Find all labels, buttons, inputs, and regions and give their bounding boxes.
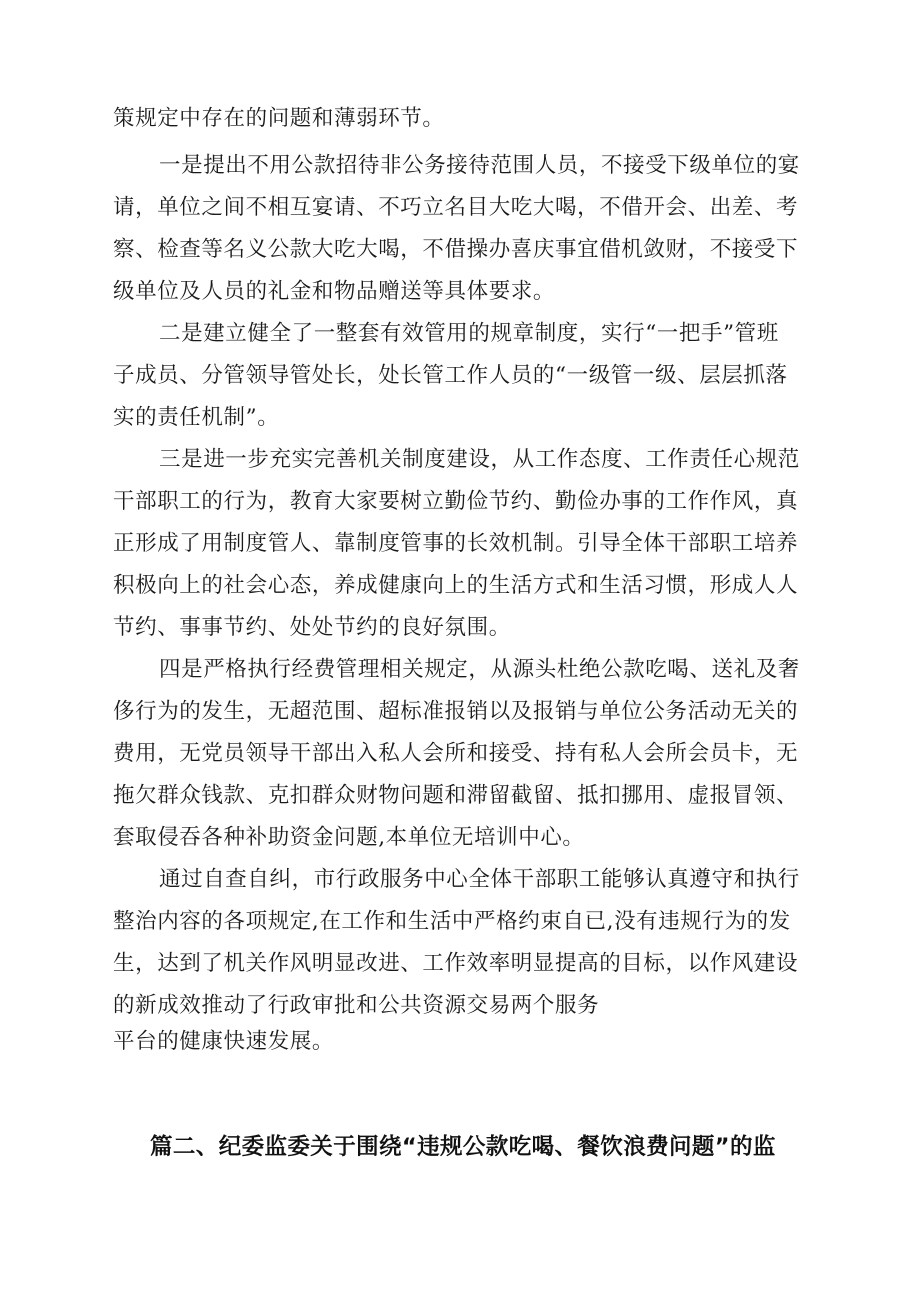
text-line: 生，达到了机关作风明显改进、工作效率明显提高的目标，以作风建设	[113, 951, 799, 976]
section-heading: 篇二、纪委监委关于围绕“违规公款吃喝、餐饮浪费问题”的监	[150, 1134, 776, 1160]
text-line: 级单位及人员的礼金和物品赠送等具体要求。	[113, 279, 556, 304]
text-line: 积极向上的社会心态，养成健康向上的生活方式和生活习惯，形成人人	[113, 573, 799, 598]
text-line: 四是严格执行经费管理相关规定，从源头杜绝公款吃喝、送礼及奢	[159, 657, 800, 682]
text-line: 费用，无党员领导干部出入私人会所和接受、持有私人会所会员卡，无	[113, 741, 799, 766]
text-line: 一是提出不用公款招待非公务接待范围人员，不接受下级单位的宴	[159, 153, 800, 178]
text-line: 请，单位之间不相互宴请、不巧立名目大吃大喝，不借开会、出差、考	[113, 195, 799, 220]
text-line: 的新成效推动了行政审批和公共资源交易两个服务	[113, 993, 600, 1018]
text-line: 整治内容的各项规定,在工作和生活中严格约束自已,没有违规行为的发	[113, 909, 791, 934]
text-line: 通过自查自纠，市行政服务中心全体干部职工能够认真遵守和执行	[159, 867, 800, 892]
text-line: 套取侵吞各种补助资金问题,本单位无培训中心。	[113, 825, 585, 850]
text-line: 察、检查等名义公款大吃大喝，不借操办喜庆事宜借机敛财，不接受下	[113, 237, 799, 262]
text-line: 侈行为的发生，无超范围、超标准报销以及报销与单位公务活动无关的	[113, 699, 799, 724]
text-line: 实的责任机制”。	[113, 405, 280, 430]
text-line: 策规定中存在的问题和薄弱环节。	[113, 106, 445, 131]
text-line: 节约、事事节约、处处节约的良好氛围。	[113, 615, 511, 640]
text-line: 正形成了用制度管人、靠制度管事的长效机制。引导全体干部职工培养	[113, 531, 799, 556]
text-line: 拖欠群众钱款、克扣群众财物问题和滞留截留、抵扣挪用、虚报冒领、	[113, 783, 799, 808]
text-line: 三是进一步充实完善机关制度建设，从工作态度、工作责任心规范	[159, 447, 800, 472]
text-line: 平台的健康快速发展。	[113, 1029, 335, 1054]
text-line: 子成员、分管领导管处长，处长管工作人员的“一级管一级、层层抓落	[113, 363, 788, 388]
text-line: 二是建立健全了一整套有效管用的规章制度，实行“一把手”管班	[159, 321, 779, 346]
text-line: 干部职工的行为，教育大家要树立勤俭节约、勤俭办事的工作作风，真	[113, 489, 799, 514]
